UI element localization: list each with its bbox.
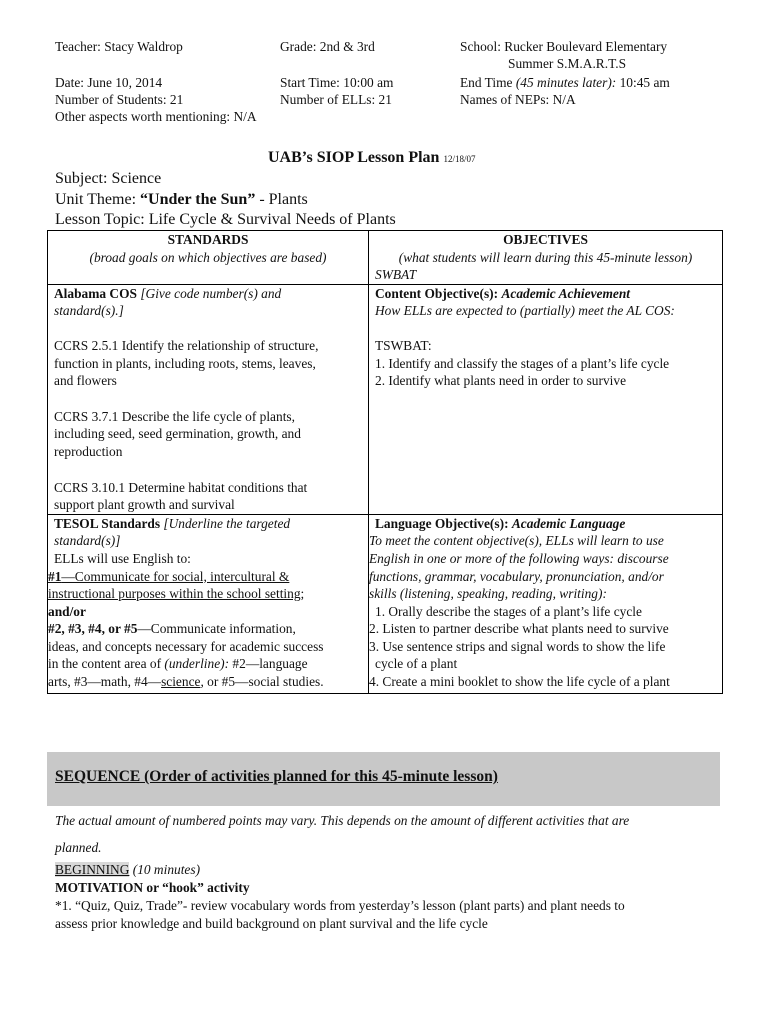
unit-theme-value: “Under the Sun” bbox=[140, 191, 256, 208]
start-time-field: Start Time: 10:00 am bbox=[280, 75, 394, 90]
tesol-cell bbox=[48, 514, 369, 693]
al-cos-cell bbox=[48, 284, 369, 514]
sequence-note-line: The actual amount of numbered points may vary. This depends on the amount of different activities that are bbox=[55, 813, 630, 828]
language-objective-label: Language Objective(s) bbox=[375, 515, 505, 531]
content-item: 1. Identify and classify the stages of a plant’s life cycle bbox=[375, 355, 670, 371]
unit-theme-label: Unit Theme: bbox=[55, 191, 141, 208]
plan-title-date: 12/18/07 bbox=[443, 154, 476, 164]
ccrs-line: CCRS 3.10.1 Determine habitat conditions that bbox=[54, 479, 308, 495]
neps-field: Names of NEPs: N/A bbox=[460, 92, 576, 107]
language-objective-heading: Language Objective(s): Academic Language bbox=[375, 515, 626, 531]
tesol-1-text: —Communicate for social, intercultural & bbox=[61, 568, 290, 584]
language-row bbox=[48, 514, 723, 693]
content-objective-label: Content Objective(s) bbox=[375, 285, 494, 301]
content-objective-heading: Content Objective(s): Academic Achievement bbox=[375, 285, 630, 301]
tesol-2-num: #2, #3, #4, or #5 bbox=[48, 621, 138, 637]
activity-item-1-cont: assess prior knowledge and build background on plant survival and the life cycle bbox=[55, 916, 488, 931]
tesol-1-text-cont: instructional purposes within the school setting bbox=[48, 586, 301, 602]
tesol-science-underlined: science bbox=[161, 674, 201, 690]
sequence-note-line: planned. bbox=[55, 840, 102, 855]
sequence-title: SEQUENCE (Order of activities planned for this 45-minute lesson) bbox=[55, 768, 498, 785]
content-row bbox=[48, 284, 723, 514]
ccrs-line: support plant growth and survival bbox=[54, 497, 235, 513]
teacher-field: Teacher: Stacy Waldrop bbox=[55, 39, 183, 54]
tesol-standard-2 bbox=[48, 620, 364, 638]
tesol-standard-1 bbox=[48, 568, 364, 586]
standards-objectives-table bbox=[47, 230, 723, 694]
ccrs-line: CCRS 2.5.1 Identify the relationship of structure, bbox=[54, 337, 319, 353]
sequence-note bbox=[55, 807, 629, 861]
end-time-label: End Time bbox=[460, 75, 513, 90]
standards-header-cell bbox=[48, 231, 369, 285]
tswbat-label: TSWBAT: bbox=[375, 337, 432, 353]
lesson-topic-line: Lesson Topic: Life Cycle & Survival Needs of Plants bbox=[55, 211, 396, 228]
tesol-note-cont: standard(s)] bbox=[54, 533, 121, 549]
motivation-heading: MOTIVATION or “hook” activity bbox=[55, 880, 250, 895]
tesol-2-line: in the content area of (underline): #2—language bbox=[48, 656, 308, 672]
language-objective-sub: skills (listening, speaking, reading, writing): bbox=[369, 586, 607, 602]
language-objective-value: Academic Language bbox=[511, 515, 626, 531]
objectives-header: OBJECTIVES bbox=[503, 232, 588, 247]
language-item: cycle of a plant bbox=[375, 656, 458, 672]
al-cos-note: [Give code number(s) and bbox=[136, 285, 282, 301]
ccrs-line: and flowers bbox=[54, 373, 117, 389]
tesol-note: [Underline the targeted bbox=[160, 515, 291, 531]
standards-subheader: (broad goals on which objectives are based) bbox=[89, 249, 327, 265]
content-objective-value: Academic Achievement bbox=[501, 285, 630, 301]
content-objective-sub: How ELLs are expected to (partially) meet the AL COS: bbox=[375, 303, 675, 319]
tesol-2-text: —Communicate information, bbox=[137, 621, 296, 637]
language-item: 4. Create a mini booklet to show the life cycle of a plant bbox=[369, 674, 670, 690]
school-field: School: Rucker Boulevard Elementary bbox=[460, 39, 668, 54]
tesol-heading bbox=[48, 515, 364, 533]
tesol-2-line: ideas, and concepts necessary for academic success bbox=[48, 638, 324, 654]
beginning-time: (10 minutes) bbox=[129, 862, 201, 877]
content-item: 2. Identify what plants need in order to survive bbox=[375, 373, 627, 389]
language-item: 3. Use sentence strips and signal words to show the life bbox=[369, 638, 666, 654]
objectives-swbat: SWBAT bbox=[375, 267, 417, 283]
table-header-row bbox=[48, 231, 723, 285]
other-aspects-field: Other aspects worth mentioning: N/A bbox=[55, 109, 257, 124]
tesol-2-line: arts, #3—math, #4—science, or #5—social studies. bbox=[48, 674, 324, 690]
language-item: 2. Listen to partner describe what plants need to survive bbox=[369, 621, 669, 637]
plan-title bbox=[268, 149, 475, 169]
al-cos-heading bbox=[54, 285, 362, 303]
unit-theme-suffix: - Plants bbox=[255, 191, 308, 208]
tesol-intro: ELLs will use English to: bbox=[54, 550, 191, 566]
plan-title-text: UAB’s SIOP Lesson Plan bbox=[268, 149, 440, 166]
unit-theme-line bbox=[55, 190, 308, 210]
language-objective-sub: English in one or more of the following ways: discourse bbox=[369, 550, 669, 566]
num-ells-field: Number of ELLs: 21 bbox=[280, 92, 392, 107]
beginning-heading bbox=[55, 861, 200, 879]
language-objective-sub: To meet the content objective(s), ELLs will learn to use bbox=[369, 533, 664, 549]
objectives-header-cell bbox=[369, 231, 723, 285]
content-objective-cell bbox=[369, 284, 723, 514]
subject-line: Subject: Science bbox=[55, 170, 162, 187]
date-field: Date: June 10, 2014 bbox=[55, 75, 163, 90]
language-objective-cell bbox=[369, 514, 723, 693]
grade-field: Grade: 2nd & 3rd bbox=[280, 39, 375, 54]
objectives-subheader: (what students will learn during this 45-minute lesson) bbox=[398, 249, 693, 265]
standards-header: STANDARDS bbox=[167, 232, 249, 247]
tesol-1-num: #1 bbox=[48, 568, 62, 584]
al-cos-note-cont: standard(s).] bbox=[54, 303, 124, 319]
beginning-label: BEGINNING bbox=[55, 862, 130, 877]
tesol-label: TESOL Standards bbox=[54, 515, 161, 531]
end-time-value: 10:45 am bbox=[619, 75, 670, 90]
tesol-standard-1-cont: instructional purposes within the school setting; bbox=[48, 586, 305, 602]
end-time-field bbox=[460, 74, 670, 92]
end-time-note: (45 minutes later): bbox=[515, 75, 617, 90]
activity-item-1: *1. “Quiz, Quiz, Trade”- review vocabulary words from yesterday’s lesson (plant parts) and plant needs to bbox=[55, 898, 625, 913]
num-students-field: Number of Students: 21 bbox=[55, 92, 184, 107]
tesol-and-or: and/or bbox=[48, 603, 86, 619]
ccrs-line: including seed, seed germination, growth, and bbox=[54, 426, 301, 442]
al-cos-label: Alabama COS bbox=[54, 285, 137, 301]
language-objective-sub: functions, grammar, vocabulary, pronunciation, and/or bbox=[369, 568, 664, 584]
ccrs-line: reproduction bbox=[54, 443, 123, 459]
school-program: Summer S.M.A.R.T.S bbox=[508, 56, 627, 71]
ccrs-line: CCRS 3.7.1 Describe the life cycle of plants, bbox=[54, 408, 295, 424]
ccrs-line: function in plants, including roots, stems, leaves, bbox=[54, 355, 316, 371]
language-item: 1. Orally describe the stages of a plant’s life cycle bbox=[375, 603, 642, 619]
